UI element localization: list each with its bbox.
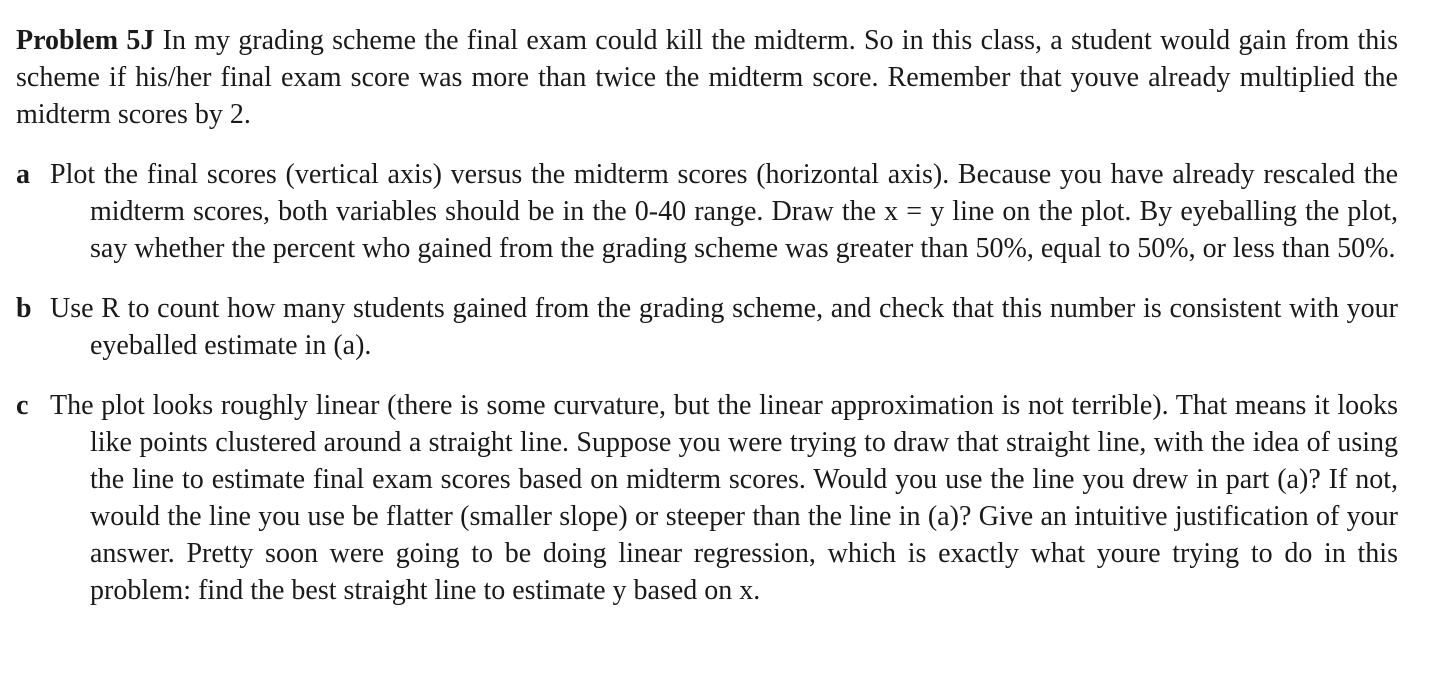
part-b	[16, 290, 1398, 364]
problem-heading: Problem 5J	[16, 25, 155, 56]
part-a-text: Plot the final scores (vertical axis) versus the midterm scores (horizontal axis). Because you have already rescaled the midterm scores, both variables should be in the 0-40 range. Draw the x = y line on the plot. By eyeballing the plot, say whether the percent who gained from the grading scheme was greater than 50%, equal to 50%, or less than 50%.	[50, 159, 1398, 264]
part-c-text: The plot looks roughly linear (there is some curvature, but the linear approximation is not terrible). That means it looks like points clustered around a straight line. Suppose you were trying to draw that straight line, with the idea of using the line to estimate final exam scores based on midterm scores. Would you use the line you drew in part (a)? If not, would the line you use be flatter (smaller slope) or steeper than the line in (a)? Give an intuitive justification of your answer. Pretty soon were going to be doing linear regression, which is exactly what youre trying to do in this problem: find the best straight line to estimate y based on x.	[50, 390, 1398, 606]
part-b-text: Use R to count how many students gained from the grading scheme, and check that this number is consistent with your eyeballed estimate in (a).	[50, 293, 1398, 361]
part-a-letter: a	[16, 159, 30, 190]
part-c-letter: c	[16, 390, 29, 421]
problem-intro-text: In my grading scheme the final exam could kill the midterm. So in this class, a student would gain from this scheme if his/her final exam score was more than twice the midterm score. Remember that youve already multiplied the midterm scores by 2.	[16, 25, 1398, 130]
part-b-letter: b	[16, 293, 32, 324]
problem-document	[16, 22, 1398, 609]
problem-intro	[16, 22, 1398, 133]
part-a	[16, 156, 1398, 267]
part-c	[16, 387, 1398, 609]
